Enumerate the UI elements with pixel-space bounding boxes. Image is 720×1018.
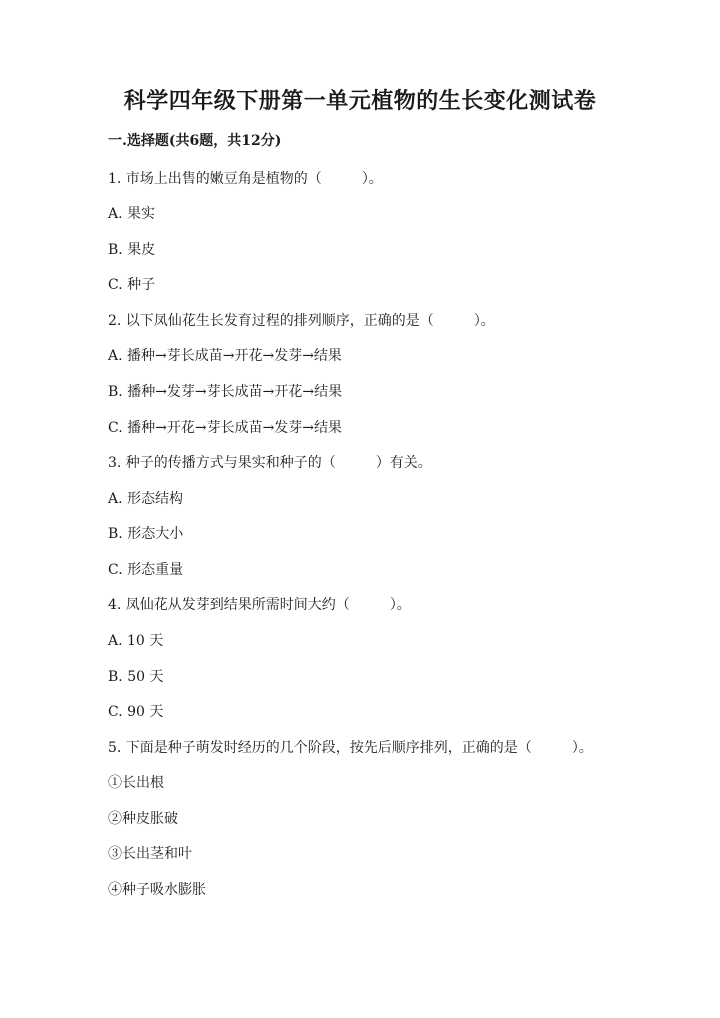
section-heading: 一.选择题(共6题，共12分) bbox=[108, 133, 282, 149]
question-1-text-end: ）。 bbox=[361, 171, 383, 187]
question-4-text: 4. 凤仙花从发芽到结果所需时间大约（ bbox=[108, 597, 350, 613]
question-2-option-c: C. 播种→开花→芽长成苗→发芽→结果 bbox=[108, 420, 343, 436]
page-title: 科学四年级下册第一单元植物的生长变化测试卷 bbox=[123, 88, 597, 114]
question-5-step-3: ③长出茎和叶 bbox=[108, 846, 192, 862]
question-4-text-end: ）。 bbox=[389, 597, 411, 613]
question-3-option-c: C. 形态重量 bbox=[108, 562, 184, 578]
question-3-option-a: A. 形态结构 bbox=[108, 491, 184, 507]
question-2-text-end: ）。 bbox=[473, 313, 495, 329]
question-1-option-c: C. 种子 bbox=[108, 277, 156, 293]
question-1-option-b: B. 果皮 bbox=[108, 242, 156, 258]
question-5-step-1: ①长出根 bbox=[108, 775, 164, 791]
question-2-text: 2. 以下凤仙花生长发育过程的排列顺序，正确的是（ bbox=[108, 313, 434, 329]
question-4-option-c: C. 90 天 bbox=[108, 704, 164, 720]
question-3-text-end: ）有关。 bbox=[375, 455, 432, 471]
question-5-text-end: ）。 bbox=[571, 740, 593, 756]
question-3-text: 3. 种子的传播方式与果实和种子的（ bbox=[108, 455, 336, 471]
question-4-stem bbox=[108, 595, 411, 615]
question-5-step-2: ②种皮胀破 bbox=[108, 811, 178, 827]
question-3-option-b: B. 形态大小 bbox=[108, 526, 184, 542]
question-2-option-b: B. 播种→发芽→芽长成苗→开花→结果 bbox=[108, 384, 343, 400]
question-3-stem bbox=[108, 453, 432, 473]
question-1-option-a: A. 果实 bbox=[108, 206, 156, 222]
question-2-option-a: A. 播种→芽长成苗→开花→发芽→结果 bbox=[108, 348, 342, 364]
question-5-stem bbox=[108, 738, 593, 758]
question-2-stem bbox=[108, 311, 495, 331]
question-4-option-a: A. 10 天 bbox=[108, 633, 164, 649]
question-5-text: 5. 下面是种子萌发时经历的几个阶段，按先后顺序排列，正确的是（ bbox=[108, 740, 532, 756]
question-1-text: 1. 市场上出售的嫩豆角是植物的（ bbox=[108, 171, 322, 187]
question-5-step-4: ④种子吸水膨胀 bbox=[108, 882, 206, 898]
question-1-stem bbox=[108, 169, 383, 189]
question-4-option-b: B. 50 天 bbox=[108, 669, 164, 685]
